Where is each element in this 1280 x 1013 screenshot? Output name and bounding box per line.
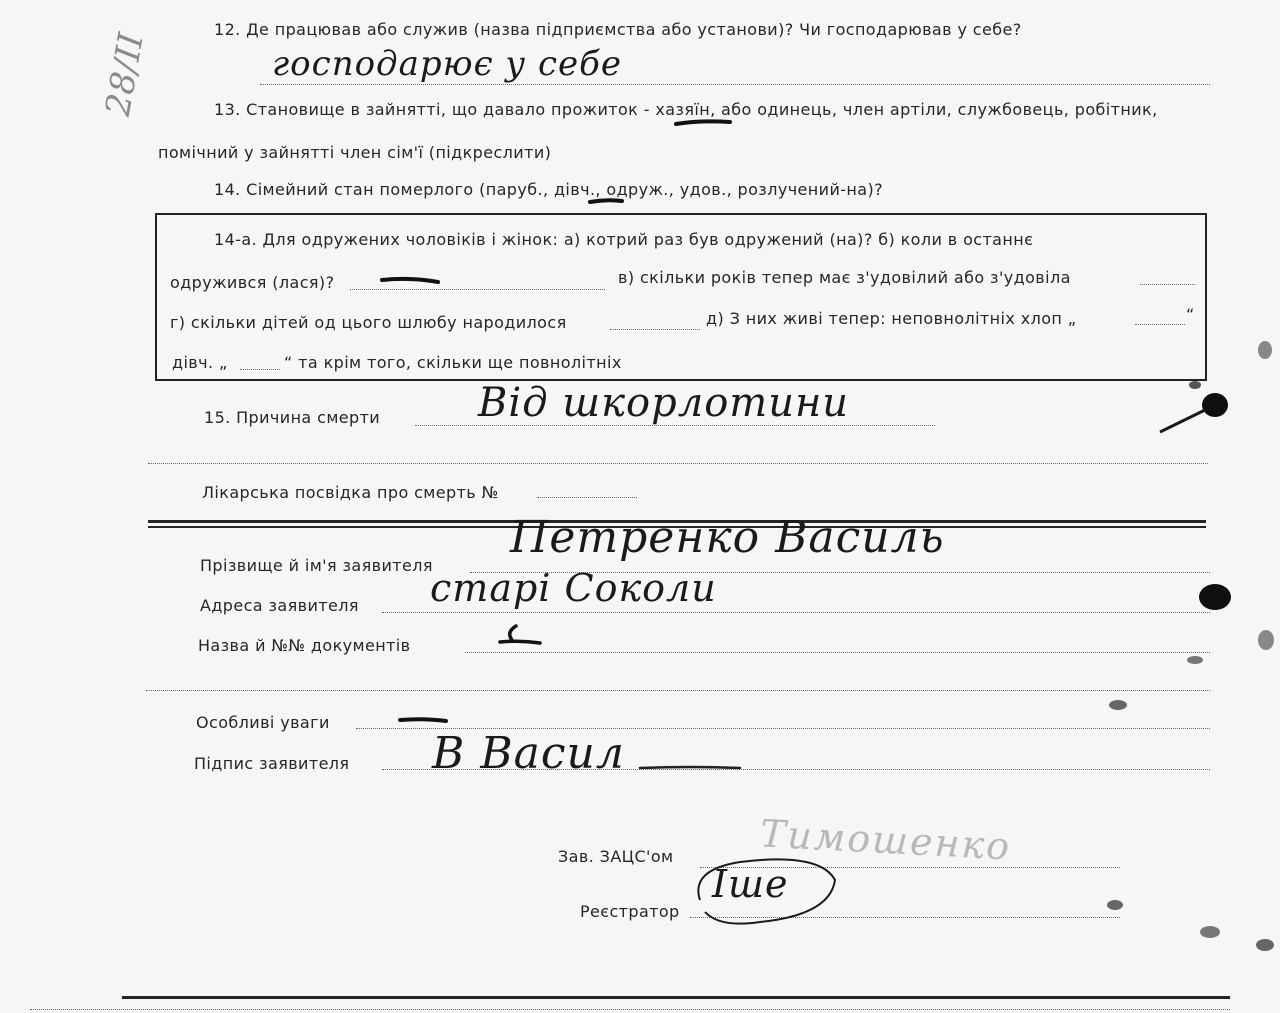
signature-tail (640, 767, 740, 768)
applicant-name-value: Петренко Василь (510, 512, 945, 563)
medical-certificate-label: Лікарська посвідка про смерть № (202, 483, 499, 502)
applicant-address-value: старі Соколи (430, 566, 717, 610)
speck-7 (1258, 341, 1272, 359)
dash-notes (400, 719, 446, 721)
dash-married-when (382, 279, 438, 282)
speck-8 (1258, 630, 1274, 650)
question-14a-line2a: одружився (лася)? (170, 273, 335, 292)
ink-blot-2 (1199, 584, 1231, 610)
question-15-answer: Від шкорлотини (478, 380, 850, 426)
underline-hazyain (676, 121, 730, 124)
official-stamp: Тимошенко (759, 811, 1013, 869)
speck-2 (1187, 656, 1203, 664)
speck-1 (1189, 381, 1201, 389)
registrar-label: Реєстратор (580, 902, 680, 921)
special-notes-label: Особливі уваги (196, 713, 330, 732)
question-13-label: 13. Становище в зайнятті, що давало прожиток - хазяїн, або одинець, член артіли, службовець, робітник, (214, 100, 1158, 119)
question-12-label: 12. Де працював або служив (назва підприємства або установи)? Чи господарював у себе? (214, 20, 1022, 39)
speck-6 (1200, 926, 1220, 938)
speck-3 (1109, 700, 1127, 710)
dash-documents (500, 626, 540, 643)
question-14a-line1: 14-а. Для одружених чоловіків і жінок: а) котрий раз був одружений (на)? б) коли в останнє (214, 230, 1034, 249)
question-14-label: 14. Сімейний стан померлого (паруб., дівч., одруж., удов., розлучений-на)? (214, 180, 884, 199)
question-15-label: 15. Причина смерти (204, 408, 381, 427)
registrar-signature-loop (698, 859, 835, 923)
question-14a-line3b: д) З них живі тепер: неповнолітніх хлоп „ (706, 309, 1077, 328)
question-12-answer: господарює у себе (272, 44, 622, 84)
question-14a-line3c: “ (1186, 305, 1195, 324)
ink-streak-1 (1160, 410, 1205, 432)
applicant-signature-label: Підпис заявителя (194, 754, 350, 773)
applicant-signature-value: В Васил (432, 728, 625, 779)
applicant-address-label: Адреса заявителя (200, 596, 359, 615)
margin-note: 28/ІІ (98, 29, 152, 119)
applicant-name-label: Прізвище й ім'я заявителя (200, 556, 433, 575)
underline-divch (590, 200, 622, 202)
speck-4 (1107, 900, 1123, 910)
question-13-label-cont: помічний у зайнятті член сім'ї (підкреслити) (158, 143, 552, 162)
speck-5 (1256, 939, 1274, 951)
documents-label: Назва й №№ документів (198, 636, 411, 655)
question-14a-line4a: дівч. „ (172, 353, 228, 372)
registry-office-head-label: Зав. ЗАЦС'ом (558, 847, 674, 866)
registrar-signature: Іше (712, 862, 789, 906)
question-14a-line2b: в) скільки років тепер має з'удовілий або з'удовіла (618, 268, 1071, 287)
question-14a-line4b: “ та крім того, скільки ще повнолітніх (284, 353, 622, 372)
question-14a-line3a: г) скільки дітей од цього шлюбу народилося (170, 313, 567, 332)
ink-blot-1 (1202, 393, 1228, 417)
